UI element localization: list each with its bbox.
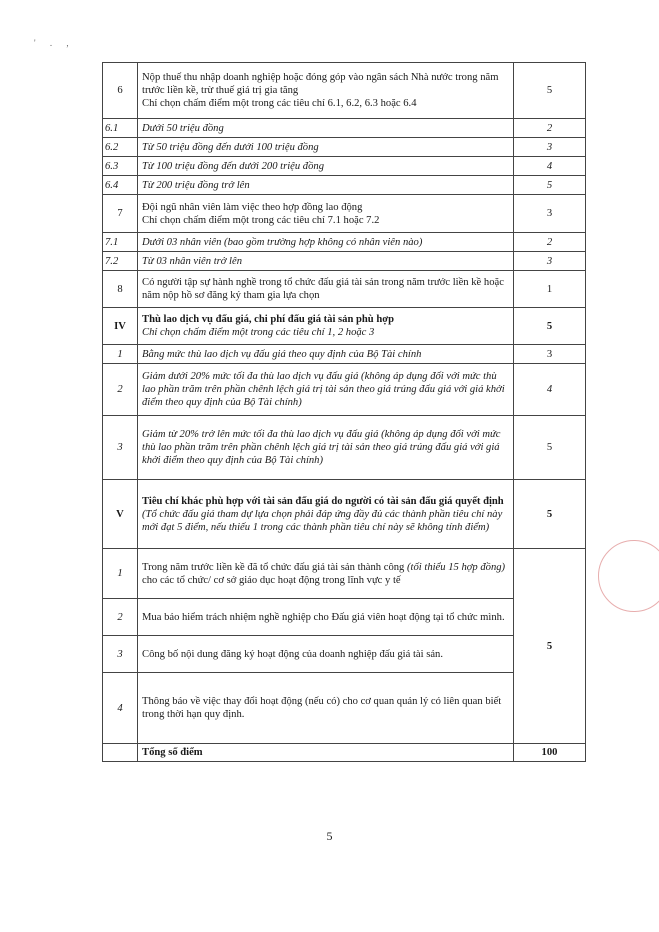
score-cell: 3 xyxy=(514,138,586,157)
row-number: 7 xyxy=(103,195,138,233)
criterion-text: Công bố nội dung đăng ký hoạt động của doanh nghiệp đấu giá tài sản. xyxy=(138,636,514,673)
table-row xyxy=(103,138,586,157)
total-score: 100 xyxy=(514,744,586,762)
criterion-cell xyxy=(138,195,514,233)
row-number: 6.2 xyxy=(103,138,138,157)
criterion-text: Giảm từ 20% trở lên mức tối đa thù lao dịch vụ đấu giá (không áp dụng đối với mức thù lao phần trăm trên phần chênh lệch giá trị tài sản theo giá trúng đấu giá với giá khởi điểm theo quy định của Bộ Tài chính) xyxy=(138,416,514,480)
criterion-text: Trong năm trước liền kề đã tổ chức đấu giá tài sản thành công xyxy=(142,561,405,573)
row-number: 1 xyxy=(103,345,138,364)
scan-specks: ' . , xyxy=(34,38,75,48)
row-number: 6.1 xyxy=(103,119,138,138)
table-row xyxy=(103,157,586,176)
criterion-note: (Tổ chức đấu giá tham dự lựa chọn phải đáp ứng đầy đủ các thành phần tiêu chí này mới đạt 5 điểm, nếu thiếu 1 trong các thành phần tiêu chí này sẽ không tính điểm) xyxy=(142,508,503,533)
section-number: V xyxy=(103,480,138,549)
criterion-text: Bằng mức thù lao dịch vụ đấu giá theo quy định của Bộ Tài chính xyxy=(138,345,514,364)
criterion-text: Mua bảo hiểm trách nhiệm nghề nghiệp cho Đấu giá viên hoạt động tại tổ chức mình. xyxy=(138,599,514,636)
score-cell: 5 xyxy=(514,416,586,480)
row-number: 6.3 xyxy=(103,157,138,176)
criterion-text: Có người tập sự hành nghề trong tổ chức đấu giá tài sản trong năm trước liền kề hoặc năm nộp hồ sơ đăng ký tham gia lựa chọn xyxy=(138,271,514,308)
row-number: 2 xyxy=(103,364,138,416)
row-number: 4 xyxy=(103,673,138,744)
criterion-note: Chỉ chọn chấm điểm một trong các tiêu chí 6.1, 6.2, 6.3 hoặc 6.4 xyxy=(142,98,417,109)
row-number: 8 xyxy=(103,271,138,308)
criterion-text: Đội ngũ nhân viên làm việc theo hợp đồng lao động xyxy=(142,201,363,213)
section-title: Thù lao dịch vụ đấu giá, chi phí đấu giá tài sản phù hợp xyxy=(142,314,394,325)
criterion-cell xyxy=(138,308,514,345)
score-cell: 2 xyxy=(514,119,586,138)
table-row xyxy=(103,119,586,138)
criterion-cell xyxy=(138,63,514,119)
table-row xyxy=(103,233,586,252)
criterion-note: (tối thiểu 15 hợp đồng) xyxy=(407,561,506,573)
table-row xyxy=(103,480,586,549)
table-row xyxy=(103,63,586,119)
score-cell: 3 xyxy=(514,252,586,271)
score-cell: 5 xyxy=(514,176,586,195)
criterion-text: Từ 03 nhân viên trở lên xyxy=(138,252,514,271)
group-score-cell: 5 xyxy=(514,549,586,744)
criterion-text: Từ 200 triệu đồng trở lên xyxy=(138,176,514,195)
section-number: IV xyxy=(103,308,138,345)
criteria-table xyxy=(102,62,586,762)
table-row xyxy=(103,252,586,271)
criterion-cell xyxy=(138,480,514,549)
row-number: 7.2 xyxy=(103,252,138,271)
table-row xyxy=(103,195,586,233)
row-number: 6.4 xyxy=(103,176,138,195)
table-row xyxy=(103,176,586,195)
section-title: Tiêu chí khác phù hợp với tài sản đấu giá do người có tài sản đấu giá quyết định xyxy=(142,495,504,507)
total-row xyxy=(103,744,586,762)
row-number: 7.1 xyxy=(103,233,138,252)
score-cell: 5 xyxy=(514,308,586,345)
table-row xyxy=(103,308,586,345)
total-label: Tổng số điểm xyxy=(138,744,514,762)
table-row xyxy=(103,599,586,636)
score-cell: 1 xyxy=(514,271,586,308)
row-number: 6 xyxy=(103,63,138,119)
row-number: 2 xyxy=(103,599,138,636)
criterion-text: Giảm dưới 20% mức tối đa thù lao dịch vụ đấu giá (không áp dụng đối với mức thù lao phần trăm trên phần chênh lệch giá trị tài sản theo giá trúng đấu giá với giá khởi điểm theo quy định của Bộ Tài chính) xyxy=(138,364,514,416)
score-cell: 3 xyxy=(514,345,586,364)
page-number: 5 xyxy=(326,829,333,843)
total-number-cell xyxy=(103,744,138,762)
criterion-text: Nộp thuế thu nhập doanh nghiệp hoặc đóng góp vào ngân sách Nhà nước trong năm trước liền kề, trừ thuế giá trị gia tăng xyxy=(142,72,499,96)
score-cell: 4 xyxy=(514,364,586,416)
score-cell: 4 xyxy=(514,157,586,176)
table-row xyxy=(103,549,586,599)
seal-stamp xyxy=(598,540,659,612)
row-number: 3 xyxy=(103,636,138,673)
table-row xyxy=(103,345,586,364)
score-cell: 2 xyxy=(514,233,586,252)
score-cell: 5 xyxy=(514,480,586,549)
table-row xyxy=(103,673,586,744)
criterion-tail: cho các tổ chức/ cơ sở giáo dục hoạt động trong lĩnh vực y tế xyxy=(142,574,401,586)
criterion-text: Dưới 50 triệu đồng xyxy=(138,119,514,138)
table-row xyxy=(103,271,586,308)
criterion-text: Từ 50 triệu đồng đến dưới 100 triệu đồng xyxy=(138,138,514,157)
criterion-text: Từ 100 triệu đồng đến dưới 200 triệu đồng xyxy=(138,157,514,176)
score-cell: 3 xyxy=(514,195,586,233)
table-row xyxy=(103,364,586,416)
criterion-note: Chỉ chọn chấm điểm một trong các tiêu chí 1, 2 hoặc 3 xyxy=(142,327,375,338)
score-cell: 5 xyxy=(514,63,586,119)
row-number: 1 xyxy=(103,549,138,599)
table-row xyxy=(103,636,586,673)
criterion-text: Dưới 03 nhân viên (bao gồm trường hợp không có nhân viên nào) xyxy=(138,233,514,252)
criterion-text: Thông báo về việc thay đổi hoạt động (nếu có) cho cơ quan quản lý có liên quan biết trong thời hạn quy định. xyxy=(138,673,514,744)
row-number: 3 xyxy=(103,416,138,480)
table-row xyxy=(103,416,586,480)
criterion-cell xyxy=(138,549,514,599)
criterion-note: Chỉ chọn chấm điểm một trong các tiêu chí 7.1 hoặc 7.2 xyxy=(142,214,380,226)
